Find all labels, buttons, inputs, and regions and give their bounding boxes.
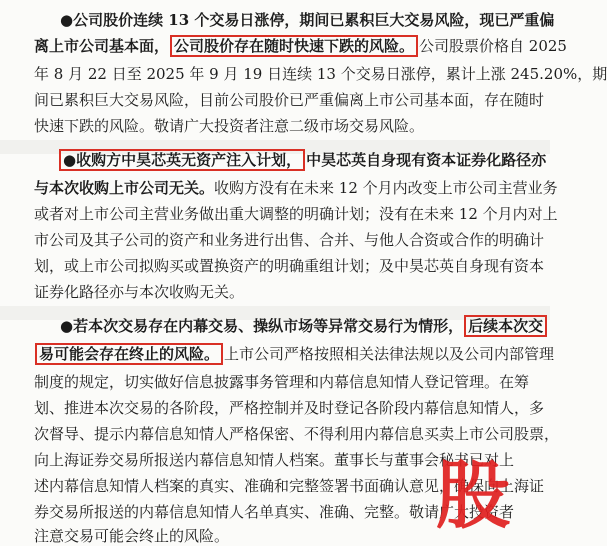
para2-line6: 证券化路径亦与本次收购无关。 [34, 283, 245, 301]
para3-line7: 述内幕信息知情人档案的真实、准确和完整签署书面确认意见，确保向上海证 [34, 477, 545, 495]
para3-line1 [60, 316, 548, 336]
para2-line2 [34, 178, 558, 198]
stock-logo-watermark: 股 [436, 453, 510, 539]
highlighted-no-injection-plan: ●收购方中昊芯英无资产注入计划， [59, 149, 305, 171]
para1-line2-tail: 公司股票价格自 2025 [419, 37, 567, 55]
highlighted-termination-risk-a: 后续本次交 [464, 315, 547, 337]
para1-line3: 年 8 月 22 日至 2025 年 9 月 19 日连续 13 个交易日涨停，累计上涨 245.20%，期 [34, 65, 607, 83]
highlighted-risk-phrase: 公司股价存在随时快速下跌的风险。 [170, 35, 418, 57]
para3-line8: 券交易所报送的内幕信息知情人名单真实、准确、完整。敬请广大投资者 [34, 503, 515, 521]
para3-line1-lead: ●若本次交易存在内幕交易、操纵市场等异常交易行为情形， [60, 317, 464, 335]
para2-line2-tail: 收购方没有在未来 12 个月内改变上市公司主营业务 [214, 179, 558, 197]
para3-line9: 注意交易可能会终止的风险。 [34, 527, 230, 545]
para3-line2 [34, 344, 554, 364]
para2-line4: 市公司及其子公司的资产和业务进行出售、合并、与他人合资或合作的明确计 [34, 231, 545, 249]
para2-line1-tail: 中昊芯英自身现有资本证券化路径亦 [306, 151, 547, 169]
para3-line3: 制度的规定，切实做好信息披露事务管理和内幕信息知情人登记管理。在筹 [34, 373, 530, 391]
para1-line2-lead: 离上市公司基本面， [34, 37, 170, 55]
para2-line5: 划，或上市公司拟购买或置换资产的明确重组计划；及中昊芯英自身现有资本 [34, 257, 545, 275]
para3-line2-tail: 上市公司严格按照相关法律法规以及公司内部管理 [224, 345, 555, 363]
highlighted-termination-risk-b: 易可能会存在终止的风险。 [35, 343, 223, 365]
para3-line4: 划、推进本次交易的各阶段，严格控制并及时登记各阶段内幕信息知情人，多 [34, 399, 545, 417]
para2-line1 [58, 150, 546, 170]
para3-line6: 向上海证券交易所报送内幕信息知情人档案。董事长与董事会秘书已对上 [34, 451, 515, 469]
para2-line3: 或者对上市公司主营业务做出重大调整的明确计划；没有在未来 12 个月内对上 [34, 205, 558, 223]
para1-line4: 间已累积巨大交易风险，目前公司股价已严重偏离上市公司基本面，存在随时 [34, 91, 545, 109]
para1-line2 [34, 36, 567, 56]
para1-line1: ●公司股价连续 13 个交易日涨停，期间已累积巨大交易风险，现已严重偏 [60, 11, 555, 29]
para1-line5: 快速下跌的风险。敬请广大投资者注意二级市场交易风险。 [34, 117, 425, 135]
para3-line5: 次督导、提示内幕信息知情人严格保密、不得利用内幕信息买卖上市公司股票， [34, 425, 560, 443]
para2-line2-bold: 与本次收购上市公司无关。 [34, 179, 215, 197]
